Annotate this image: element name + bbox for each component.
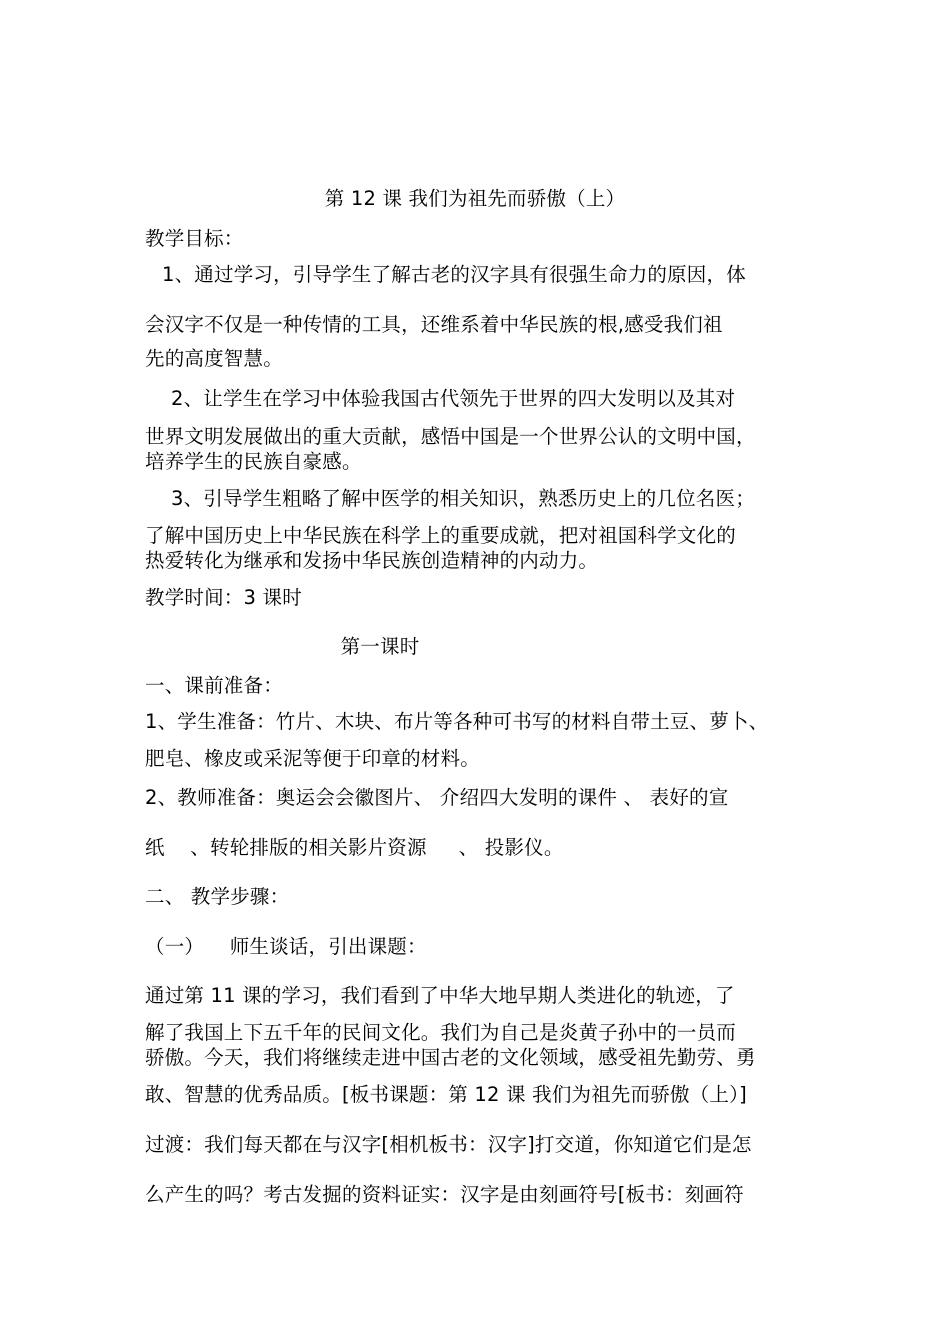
prep-1-line-2: 肥皂、橡皮或采泥等便于印章的材料。 [145,747,480,770]
para-1-line-1: 通过第 11 课的学习，我们看到了中华大地早期人类进化的轨迹，了 [145,984,735,1007]
para-1-line-4: 敢、智慧的优秀品质。[板书课题：第 12 课 我们为祖先而骄傲（上）] [145,1083,747,1106]
goal-1-line-1: 1、通过学习，引导学生了解古老的汉字具有很强生命力的原因，体 [162,263,746,286]
goal-3-line-3: 热爱转化为继承和发扬中华民族创造精神的内动力。 [145,549,599,572]
goal-1-line-3: 先的高度智慧。 [145,347,283,370]
prep-heading: 一、课前准备： [145,674,283,697]
para-1-line-3: 骄傲。今天，我们将继续走进中国古老的文化领域，感受祖先勤劳、勇 [145,1046,756,1069]
goal-2-line-1: 2、让学生在学习中体验我国古代领先于世界的四大发明以及其对 [171,387,736,410]
steps-heading: 二、 教学步骤： [145,885,290,908]
step-1-heading: （一） 师生谈话，引出课题： [145,935,427,958]
para-2-line-1: 过渡：我们每天都在与汉字[相机板书：汉字]打交道，你知道它们是怎 [145,1133,752,1156]
teaching-time: 教学时间：3 课时 [145,586,302,609]
goal-2-line-3: 培养学生的民族自豪感。 [145,450,362,473]
goal-3-line-1: 3、引导学生粗略了解中医学的相关知识，熟悉历史上的几位名医； [171,487,755,510]
goal-2-line-2: 世界文明发展做出的重大贡献，感悟中国是一个世界公认的文明中国， [145,425,756,448]
para-1-line-2: 解了我国上下五千年的民间文化。我们为自己是炎黄子孙中的一员而 [145,1021,737,1044]
goal-3-line-2: 了解中国历史上中华民族在科学上的重要成就，把对祖国科学文化的 [145,524,737,547]
lesson-one-heading: 第一课时 [340,635,420,658]
lesson-title: 第 12 课 我们为祖先而骄傲（上） [324,187,626,210]
para-2-line-2: 么产生的吗？考古发掘的资料证实：汉字是由刻画符号[板书：刻画符 [145,1183,744,1206]
prep-1-line-1: 1、学生准备：竹片、木块、布片等各种可书写的材料自带土豆、萝卜、 [145,710,769,733]
goals-heading: 教学目标： [145,227,244,250]
goal-1-line-2: 会汉字不仅是一种传情的工具，还维系着中华民族的根,感受我们祖 [145,313,723,336]
prep-2-line-2: 纸 、转轮排版的相关影片资源 、 投影仪。 [145,836,564,859]
prep-2-line-1: 2、教师准备：奥运会会徽图片、 介绍四大发明的课件 、 表好的宣 [145,786,729,809]
